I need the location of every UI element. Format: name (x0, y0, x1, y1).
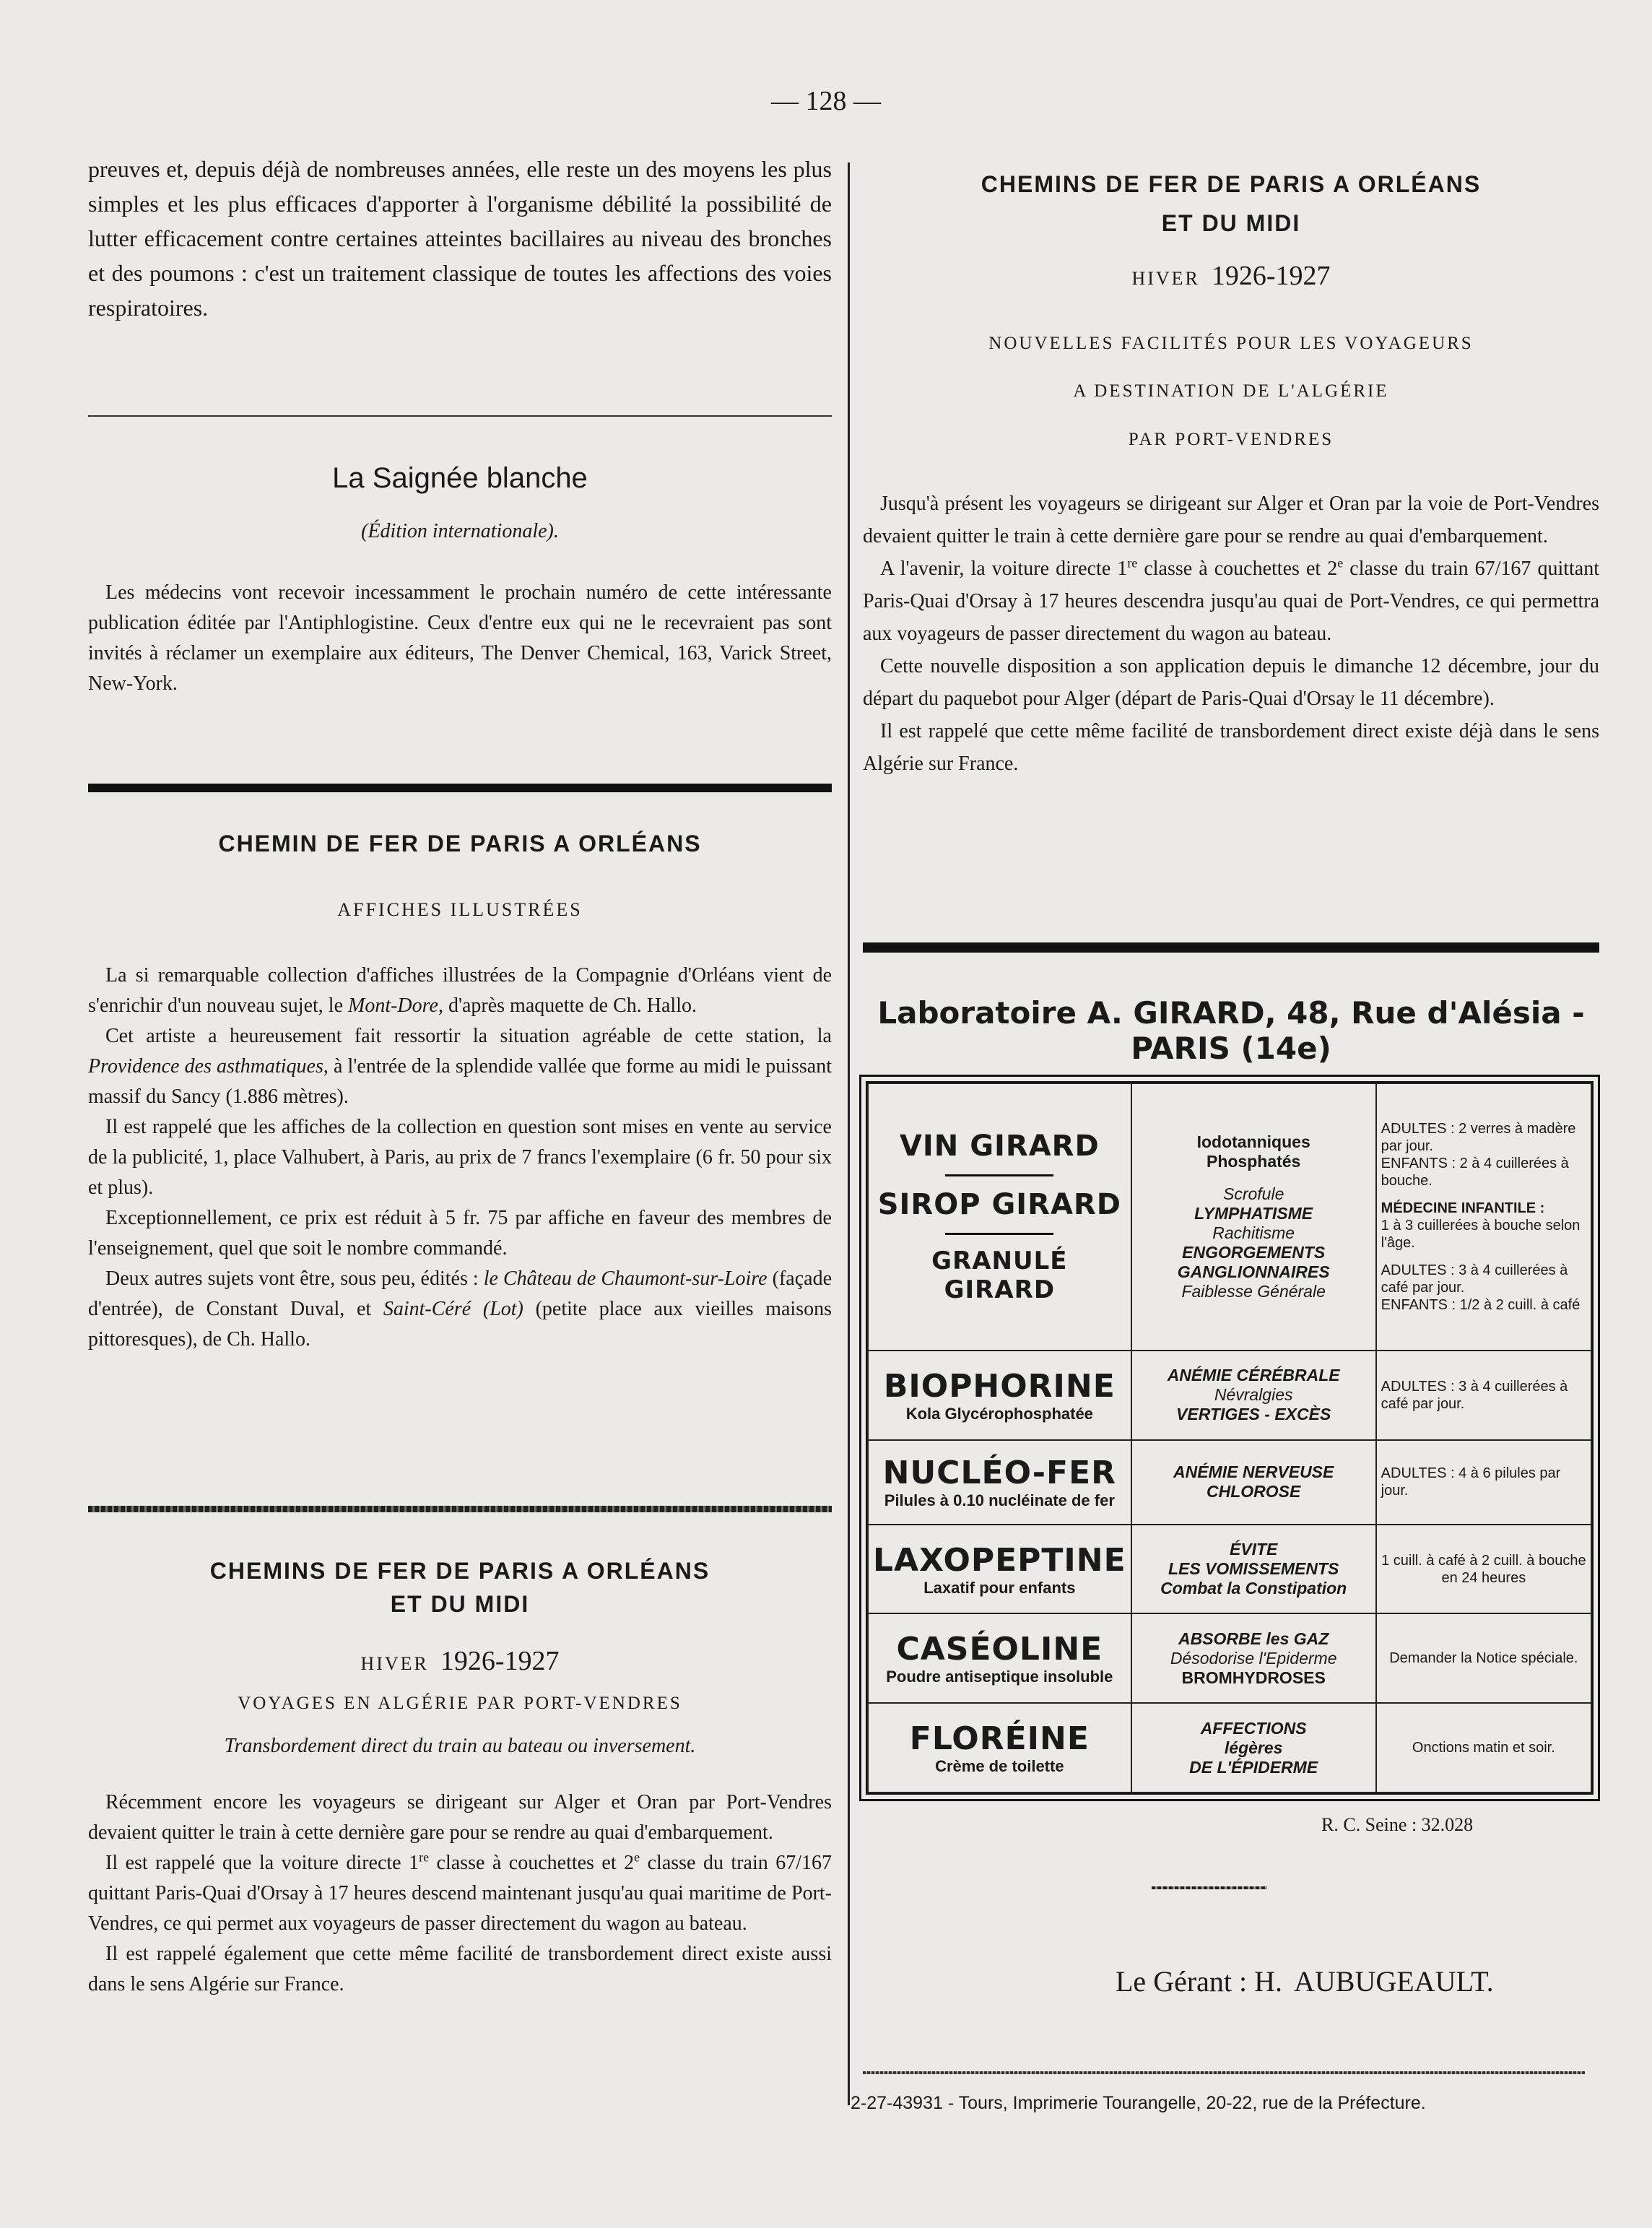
indication-line: Scrofule (1222, 1184, 1284, 1203)
indication-line: ÉVITE (1229, 1540, 1278, 1559)
dosage-cell: 1 cuill. à café à 2 cuill. à bouche en 24 heures (1376, 1525, 1591, 1614)
indication-cell (1131, 1083, 1376, 1351)
product-subtitle: Crème de toilette (935, 1757, 1064, 1776)
divider-3 (88, 1506, 832, 1512)
product-name: LAXOPEPTINE (873, 1541, 1126, 1579)
imprint: 2-27-43931 - Tours, Imprimerie Tourangelle, 20-22, rue de la Préfecture. (851, 2093, 1426, 2113)
affiches-p5: Deux autres sujets vont être, sous peu, édités : le Château de Chaumont-sur-Loire (façade d'entrée), de Constant Duval, et Saint-Céré (Lot) (petite place aux vieilles maisons pittoresques), de Ch. Hallo. (88, 1267, 832, 1351)
indication-cell (1131, 1613, 1376, 1703)
indication-line: ENGORGEMENTS (1182, 1243, 1326, 1262)
midi-right-p3: Cette nouvelle disposition a son application depuis le dimanche 12 décembre, jour du départ du paquebot pour Alger (départ de Paris-Quai d'Orsay le 11 décembre). (863, 655, 1599, 710)
affiches-subtitle: AFFICHES ILLUSTRÉES (337, 899, 583, 920)
midi-left-subtitle: VOYAGES EN ALGÉRIE PAR PORT-VENDRES (238, 1694, 682, 1713)
midi-right-p1: Jusqu'à présent les voyageurs se dirigeant sur Alger et Oran par la voie de Port-Vendres devaient quitter le train à cette dernière gare pour se rendre au quai d'embarquement. (863, 493, 1599, 547)
page-number: — 128 — (771, 86, 881, 116)
indication-line: Désodorise l'Epiderme (1170, 1648, 1337, 1668)
midi-left-title (88, 1554, 832, 1621)
indication-line: ANÉMIE CÉRÉBRALE (1167, 1366, 1340, 1385)
product-cell (868, 1440, 1131, 1525)
table-row (868, 1440, 1591, 1525)
indication-line: légères (1224, 1738, 1283, 1757)
product-name: FLORÉINE (909, 1720, 1090, 1758)
indication-line: Phosphatés (1206, 1152, 1301, 1171)
indication-line: BROMHYDROSES (1181, 1668, 1326, 1687)
hiver-year-right: 1926-1927 (1211, 261, 1331, 291)
divider-right (863, 942, 1599, 953)
divider-2 (88, 784, 832, 792)
midi-left-title-line2: ET DU MIDI (390, 1591, 530, 1617)
midi-left-p2: Il est rappelé que la voiture directe 1re classe à couchettes et 2e classe du train 67/167 quittant Paris-Quai d'Orsay à 17 heures descend maintenant jusqu'au quai maritime de Port-Vendres, ce qui permet aux voyageurs de passer directement du wagon au bateau. (88, 1850, 832, 1935)
gerant (1116, 1964, 1494, 1998)
indication-line: ANÉMIE NERVEUSE (1173, 1462, 1334, 1482)
saignee-subtitle: (Édition internationale). (361, 520, 559, 542)
left-intro (88, 152, 832, 325)
product-name: GRANULÉ GIRARD (931, 1247, 1068, 1304)
hiver-year: 1926-1927 (440, 1646, 560, 1676)
rc-number: R. C. Seine : 32.028 (1321, 1814, 1474, 1835)
midi-right-sub2: A DESTINATION DE L'ALGÉRIE (1073, 381, 1389, 401)
product-name: SIROP GIRARD (877, 1188, 1121, 1221)
product-name: NUCLÉO-FER (882, 1455, 1117, 1492)
product-cell (868, 1083, 1131, 1351)
table-row (868, 1703, 1591, 1793)
product-cell (868, 1351, 1131, 1440)
saignee-title: La Saignée blanche (332, 462, 588, 494)
midi-right-p2: A l'avenir, la voiture directe 1re classe à couchettes et 2e classe du train 67/167 quittant Paris-Quai d'Orsay à 17 heures descendra jusqu'au quai de Port-Vendres, ce qui permettra aux voyageurs de passer directement du wagon au bateau. (863, 555, 1600, 645)
indication-cell (1131, 1440, 1376, 1525)
dosage-cell: ADULTES : 4 à 6 pilules par jour. (1376, 1440, 1591, 1525)
affiches-body (88, 961, 832, 1355)
indication-line: Combat la Constipation (1160, 1579, 1347, 1598)
affiches-title: CHEMIN DE FER DE PARIS A ORLÉANS (218, 831, 702, 857)
indication-line: CHLOROSE (1207, 1482, 1301, 1501)
indication-cell (1131, 1351, 1376, 1440)
product-subtitle: Kola Glycérophosphatée (905, 1404, 1093, 1423)
table-row (868, 1613, 1591, 1703)
gerant-name: AUBUGEAULT. (1294, 1965, 1494, 1998)
product-subtitle: Poudre antiseptique insoluble (886, 1668, 1113, 1686)
product-name: BIOPHORINE (883, 1367, 1116, 1405)
column-divider (848, 162, 850, 2105)
indication-line: Névralgies (1214, 1385, 1293, 1405)
dosage-cell (1376, 1083, 1591, 1351)
dosage-line: MÉDECINE INFANTILE : (1381, 1200, 1545, 1216)
affiches-p2: Cet artiste a heureusement fait ressortir la situation agréable de cette station, la Providence des asthmatiques, à l'entrée de la splendide vallée que forme au midi le puissant massif du Sancy (1.886 mètres). (88, 1025, 832, 1108)
indication-line: Rachitisme (1212, 1223, 1295, 1242)
midi-left-body (88, 1787, 832, 2000)
midi-right-title (863, 165, 1599, 243)
midi-right-body (863, 487, 1599, 780)
separator (945, 1233, 1053, 1235)
midi-right-p4: Il est rappelé que cette même facilité de transbordement direct existe déjà dans le sens Algérie sur France. (863, 720, 1599, 775)
indication-cell (1131, 1703, 1376, 1793)
hiver-label: HIVER (360, 1653, 429, 1674)
separator (945, 1174, 1053, 1176)
table-row (868, 1351, 1591, 1440)
dosage-line: ADULTES : 3 à 4 cuillerées à café par jour. (1381, 1262, 1568, 1296)
affiches-p4: Exceptionnellement, ce prix est réduit à 5 fr. 75 par affiche en faveur des membres de l'enseignement, quel que soit le nombre commandé. (88, 1207, 832, 1260)
dosage-line: 1 à 3 cuillerées à bouche selon l'âge. (1381, 1218, 1581, 1251)
intro-paragraph: preuves et, depuis déjà de nombreuses années, elle reste un des moyens les plus simples et les plus efficaces d'apporter à l'organisme débilité la possibilité de lutter efficacement contre certaines atteintes bacillaires au niveau des bronches et des poumons : c'est un traitement classique de toutes les affections des voies respiratoires. (88, 156, 832, 321)
indication-line: ABSORBE les GAZ (1178, 1629, 1329, 1648)
dosage-cell: Onctions matin et soir. (1376, 1703, 1591, 1793)
midi-right-sub3: PAR PORT-VENDRES (1128, 430, 1334, 449)
dosage-line: ENFANTS : 2 à 4 cuillerées à bouche. (1381, 1156, 1569, 1189)
midi-left-hiver (88, 1645, 832, 1677)
midi-right-title-line1: CHEMINS DE FER DE PARIS A ORLÉANS (981, 171, 1482, 197)
product-name: CASÉOLINE (896, 1631, 1103, 1668)
ornament-rule (1152, 1886, 1267, 1889)
midi-left-italic: Transbordement direct du train au bateau ou inversement. (224, 1735, 696, 1757)
indication-line: Iodotanniques (1196, 1132, 1310, 1151)
indication-line: Faiblesse Générale (1181, 1282, 1326, 1301)
midi-left-p1: Récemment encore les voyageurs se dirigeant sur Alger et Oran par Port-Vendres devaient quitter le train à cette dernière gare pour se rendre au quai d'embarquement. (88, 1791, 832, 1844)
dosage-line: ENFANTS : 1/2 à 2 cuill. à café (1381, 1297, 1581, 1313)
product-subtitle: Pilules à 0.10 nucléinate de fer (884, 1491, 1115, 1510)
lab-header: Laboratoire A. GIRARD, 48, Rue d'Alésia - PARIS (14e) (877, 995, 1585, 1066)
product-subtitle: Laxatif pour enfants (923, 1578, 1076, 1597)
indication-line: DE L'ÉPIDERME (1189, 1757, 1318, 1777)
midi-right-hiver (863, 260, 1599, 292)
dosage-cell: Demander la Notice spéciale. (1376, 1613, 1591, 1703)
midi-right-title-line2: ET DU MIDI (1161, 210, 1301, 236)
saignee-body-block (88, 578, 832, 699)
imprint-rule (863, 2071, 1585, 2074)
hiver-label-right: HIVER (1131, 268, 1200, 289)
indication-line: GANGLIONNAIRES (1177, 1262, 1330, 1281)
indication-line: LES VOMISSEMENTS (1168, 1559, 1339, 1579)
product-cell (868, 1703, 1131, 1793)
gerant-label: Le Gérant : H. (1116, 1965, 1283, 1998)
table-row (868, 1083, 1591, 1351)
affiches-p1: La si remarquable collection d'affiches illustrées de la Compagnie d'Orléans vient de s'enrichir d'un nouveau sujet, le Mont-Dore, d'après maquette de Ch. Hallo. (88, 964, 832, 1017)
product-cell (868, 1613, 1131, 1703)
table-row (868, 1525, 1591, 1614)
saignee-body: Les médecins vont recevoir incessamment le prochain numéro de cette intéressante publication éditée par l'Antiphlogistine. Ceux d'entre eux qui ne le recevraient pas sont invités à réclamer un exemplaire aux éditeurs, The Denver Chemical, 163, Varick Street, New-York. (88, 581, 832, 695)
divider-1 (88, 415, 832, 417)
affiches-p3: Il est rappelé que les affiches de la collection en question sont mises en vente au service de la publicité, 1, place Valhubert, à Paris, au prix de 7 francs l'exemplaire (6 fr. 50 pour six et plus). (88, 1116, 832, 1199)
girard-advertisement (859, 1075, 1600, 1801)
midi-right-sub1: NOUVELLES FACILITÉS POUR LES VOYAGEURS (988, 334, 1474, 353)
indication-line: AFFECTIONS (1200, 1718, 1307, 1738)
midi-left-title-line1: CHEMINS DE FER DE PARIS A ORLÉANS (209, 1558, 710, 1584)
dosage-line: ADULTES : 2 verres à madère par jour. (1381, 1121, 1576, 1154)
product-cell (868, 1525, 1131, 1614)
indication-line: VERTIGES - EXCÈS (1176, 1405, 1331, 1424)
product-name: VIN GIRARD (899, 1130, 1100, 1163)
indication-line: LYMPHATISME (1194, 1204, 1313, 1223)
dosage-cell: ADULTES : 3 à 4 cuillerées à café par jour. (1376, 1351, 1591, 1440)
indication-cell (1131, 1525, 1376, 1614)
product-table (867, 1083, 1592, 1793)
midi-left-p3: Il est rappelé également que cette même facilité de transbordement direct existe aussi dans le sens Algérie sur France. (88, 1943, 832, 1995)
